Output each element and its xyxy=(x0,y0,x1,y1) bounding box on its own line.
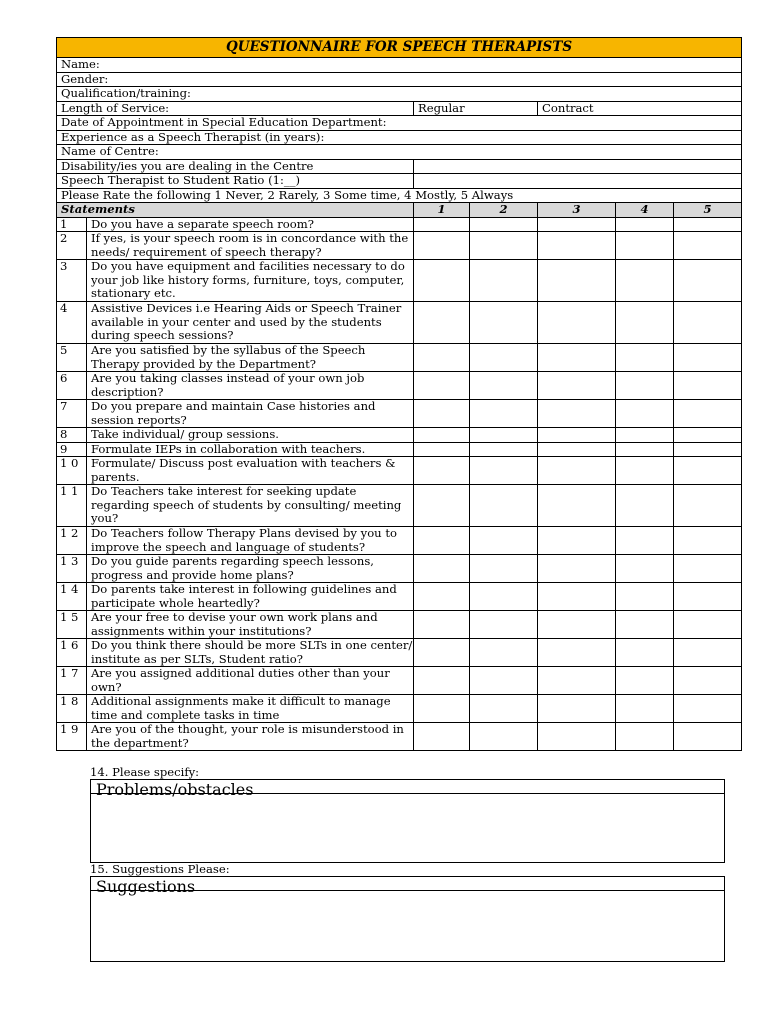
statement-text: Do parents take interest in following guidelines and participate whole heartedly? xyxy=(87,583,414,611)
centre-field[interactable]: Name of Centre: xyxy=(57,145,742,160)
rating-cell-1[interactable] xyxy=(414,344,470,372)
statement-row xyxy=(57,344,742,372)
rating-cell-5[interactable] xyxy=(674,442,742,457)
statement-row xyxy=(57,442,742,457)
statement-text: Additional assignments make it difficult to manage time and complete tasks in time xyxy=(87,695,414,723)
rating-cell-3[interactable] xyxy=(538,457,616,485)
statement-number: 7 xyxy=(57,400,87,428)
rating-cell-2[interactable] xyxy=(470,555,538,583)
rating-cell-3[interactable] xyxy=(538,667,616,695)
problems-textarea[interactable] xyxy=(90,794,725,863)
rating-cell-1[interactable] xyxy=(414,611,470,639)
problems-box-title: Problems/obstacles xyxy=(90,779,725,794)
rating-cell-3[interactable] xyxy=(538,344,616,372)
statement-text: Formulate/ Discuss post evaluation with teachers & parents. xyxy=(87,457,414,485)
statement-text: Do you guide parents regarding speech lessons, progress and provide home plans? xyxy=(87,555,414,583)
rating-cell-4[interactable] xyxy=(616,428,674,443)
statement-row xyxy=(57,583,742,611)
rating-cell-3[interactable] xyxy=(538,302,616,344)
statement-number: 6 xyxy=(57,372,87,400)
rating-cell-3[interactable] xyxy=(538,400,616,428)
statement-number: 9 xyxy=(57,442,87,457)
statement-number: 1 7 xyxy=(57,667,87,695)
rating-header-5: 5 xyxy=(674,203,742,218)
rating-instructions: Please Rate the following 1 Never, 2 Rarely, 3 Some time, 4 Mostly, 5 Always xyxy=(57,188,742,203)
rating-cell-2[interactable] xyxy=(470,372,538,400)
rating-cell-4[interactable] xyxy=(616,457,674,485)
experience-field[interactable]: Experience as a Speech Therapist (in years): xyxy=(57,130,742,145)
statement-number: 1 3 xyxy=(57,555,87,583)
rating-cell-3[interactable] xyxy=(538,583,616,611)
statement-row xyxy=(57,302,742,344)
statement-text: Are your free to devise your own work plans and assignments within your institutions? xyxy=(87,611,414,639)
statement-row xyxy=(57,428,742,443)
rating-cell-1[interactable] xyxy=(414,302,470,344)
rating-cell-3[interactable] xyxy=(538,428,616,443)
rating-cell-5[interactable] xyxy=(674,372,742,400)
rating-cell-2[interactable] xyxy=(470,583,538,611)
questionnaire-table xyxy=(56,37,742,751)
ratio-label: Speech Therapist to Student Ratio (1:__) xyxy=(57,174,414,189)
rating-cell-3[interactable] xyxy=(538,232,616,260)
rating-cell-4[interactable] xyxy=(616,344,674,372)
statement-number: 1 4 xyxy=(57,583,87,611)
rating-cell-4[interactable] xyxy=(616,555,674,583)
rating-cell-4[interactable] xyxy=(616,583,674,611)
suggestions-box[interactable] xyxy=(90,876,725,962)
statement-row xyxy=(57,555,742,583)
length-of-service-field[interactable]: Length of Service: xyxy=(57,101,414,116)
rating-cell-2[interactable] xyxy=(470,302,538,344)
statement-text: Are you taking classes instead of your own job description? xyxy=(87,372,414,400)
rating-cell-5[interactable] xyxy=(674,302,742,344)
questionnaire-sheet xyxy=(56,37,741,896)
regular-option[interactable]: Regular xyxy=(414,101,538,116)
rating-cell-1[interactable] xyxy=(414,695,470,723)
rating-cell-2[interactable] xyxy=(470,260,538,302)
statement-text: Do Teachers follow Therapy Plans devised by you to improve the speech and language of students? xyxy=(87,527,414,555)
statement-text: Do Teachers take interest for seeking update regarding speech of students by consulting/ meeting you? xyxy=(87,485,414,527)
rating-cell-4[interactable] xyxy=(616,400,674,428)
statement-number: 1 1 xyxy=(57,485,87,527)
rating-cell-1[interactable] xyxy=(414,583,470,611)
rating-cell-5[interactable] xyxy=(674,667,742,695)
rating-cell-4[interactable] xyxy=(616,302,674,344)
rating-cell-4[interactable] xyxy=(616,723,674,751)
statement-row xyxy=(57,639,742,667)
rating-cell-5[interactable] xyxy=(674,232,742,260)
rating-cell-1[interactable] xyxy=(414,639,470,667)
rating-cell-5[interactable] xyxy=(674,555,742,583)
section-15-label: 15. Suggestions Please: xyxy=(90,862,230,876)
rating-cell-2[interactable] xyxy=(470,232,538,260)
rating-cell-2[interactable] xyxy=(470,442,538,457)
rating-header-4: 4 xyxy=(616,203,674,218)
statement-row xyxy=(57,217,742,232)
rating-cell-4[interactable] xyxy=(616,217,674,232)
statement-row xyxy=(57,695,742,723)
rating-cell-5[interactable] xyxy=(674,639,742,667)
statement-row xyxy=(57,527,742,555)
rating-cell-3[interactable] xyxy=(538,555,616,583)
rating-cell-2[interactable] xyxy=(470,611,538,639)
name-field[interactable]: Name: xyxy=(57,58,742,73)
rating-cell-3[interactable] xyxy=(538,695,616,723)
statement-number: 1 9 xyxy=(57,723,87,751)
rating-cell-1[interactable] xyxy=(414,457,470,485)
suggestions-textarea[interactable] xyxy=(90,891,725,962)
statement-text: Assistive Devices i.e Hearing Aids or Speech Trainer available in your center and used by the students during speech sessions? xyxy=(87,302,414,344)
suggestions-box-title: Suggestions xyxy=(90,876,725,891)
statement-text: Are you assigned additional duties other than your own? xyxy=(87,667,414,695)
statement-text: Do you think there should be more SLTs in one center/ institute as per SLTs, Student ratio? xyxy=(87,639,414,667)
rating-cell-2[interactable] xyxy=(470,527,538,555)
statement-text: Are you of the thought, your role is misunderstood in the department? xyxy=(87,723,414,751)
rating-cell-4[interactable] xyxy=(616,667,674,695)
disability-label: Disability/ies you are dealing in the Centre xyxy=(57,159,414,174)
rating-cell-5[interactable] xyxy=(674,217,742,232)
rating-cell-1[interactable] xyxy=(414,485,470,527)
statement-number: 1 5 xyxy=(57,611,87,639)
rating-cell-3[interactable] xyxy=(538,372,616,400)
rating-cell-1[interactable] xyxy=(414,527,470,555)
rating-cell-1[interactable] xyxy=(414,442,470,457)
rating-cell-2[interactable] xyxy=(470,217,538,232)
rating-cell-5[interactable] xyxy=(674,583,742,611)
statement-row xyxy=(57,372,742,400)
rating-cell-5[interactable] xyxy=(674,260,742,302)
statement-number: 1 6 xyxy=(57,639,87,667)
statement-text: Do you prepare and maintain Case histories and session reports? xyxy=(87,400,414,428)
statement-text: Are you satisfied by the syllabus of the Speech Therapy provided by the Department? xyxy=(87,344,414,372)
rating-cell-5[interactable] xyxy=(674,527,742,555)
rating-cell-3[interactable] xyxy=(538,639,616,667)
rating-cell-3[interactable] xyxy=(538,442,616,457)
statement-text: If yes, is your speech room is in concordance with the needs/ requirement of speech therapy? xyxy=(87,232,414,260)
rating-cell-2[interactable] xyxy=(470,457,538,485)
rating-cell-1[interactable] xyxy=(414,372,470,400)
statement-row xyxy=(57,232,742,260)
rating-cell-1[interactable] xyxy=(414,723,470,751)
statement-number: 3 xyxy=(57,260,87,302)
rating-header-1: 1 xyxy=(414,203,470,218)
statement-row xyxy=(57,611,742,639)
rating-cell-1[interactable] xyxy=(414,232,470,260)
rating-cell-1[interactable] xyxy=(414,217,470,232)
rating-cell-4[interactable] xyxy=(616,442,674,457)
rating-cell-5[interactable] xyxy=(674,428,742,443)
rating-cell-5[interactable] xyxy=(674,400,742,428)
statement-row xyxy=(57,667,742,695)
rating-cell-2[interactable] xyxy=(470,667,538,695)
rating-cell-1[interactable] xyxy=(414,428,470,443)
section-14-label: 14. Please specify: xyxy=(90,765,200,779)
qualification-field[interactable]: Qualification/training: xyxy=(57,87,742,102)
statement-row xyxy=(57,400,742,428)
statement-text: Formulate IEPs in collaboration with teachers. xyxy=(87,442,414,457)
statement-text: Do you have a separate speech room? xyxy=(87,217,414,232)
ratio-input[interactable] xyxy=(414,174,742,189)
statement-number: 1 xyxy=(57,217,87,232)
statement-text: Do you have equipment and facilities necessary to do your job like history forms, furniture, toys, computer, stationary etc. xyxy=(87,260,414,302)
rating-cell-2[interactable] xyxy=(470,400,538,428)
rating-cell-3[interactable] xyxy=(538,527,616,555)
statement-number: 2 xyxy=(57,232,87,260)
rating-cell-3[interactable] xyxy=(538,485,616,527)
rating-cell-4[interactable] xyxy=(616,527,674,555)
rating-cell-1[interactable] xyxy=(414,667,470,695)
statement-row xyxy=(57,457,742,485)
rating-cell-4[interactable] xyxy=(616,372,674,400)
rating-cell-1[interactable] xyxy=(414,555,470,583)
statement-number: 1 2 xyxy=(57,527,87,555)
rating-cell-2[interactable] xyxy=(470,344,538,372)
rating-header-2: 2 xyxy=(470,203,538,218)
statement-row xyxy=(57,723,742,751)
rating-cell-3[interactable] xyxy=(538,260,616,302)
rating-cell-2[interactable] xyxy=(470,485,538,527)
rating-cell-4[interactable] xyxy=(616,485,674,527)
statement-number: 8 xyxy=(57,428,87,443)
statement-row xyxy=(57,260,742,302)
rating-cell-2[interactable] xyxy=(470,723,538,751)
statement-number: 4 xyxy=(57,302,87,344)
rating-cell-4[interactable] xyxy=(616,695,674,723)
page-title: QUESTIONNAIRE FOR SPEECH THERAPISTS xyxy=(57,38,742,58)
statement-number: 1 8 xyxy=(57,695,87,723)
rating-cell-5[interactable] xyxy=(674,457,742,485)
rating-cell-4[interactable] xyxy=(616,260,674,302)
contract-option[interactable]: Contract xyxy=(538,101,742,116)
statement-number: 1 0 xyxy=(57,457,87,485)
rating-cell-2[interactable] xyxy=(470,428,538,443)
rating-cell-4[interactable] xyxy=(616,232,674,260)
rating-cell-3[interactable] xyxy=(538,217,616,232)
statement-text: Take individual/ group sessions. xyxy=(87,428,414,443)
rating-cell-4[interactable] xyxy=(616,611,674,639)
gender-field[interactable]: Gender: xyxy=(57,72,742,87)
rating-cell-5[interactable] xyxy=(674,695,742,723)
rating-cell-1[interactable] xyxy=(414,400,470,428)
statements-header: Statements xyxy=(57,203,414,218)
disability-input[interactable] xyxy=(414,159,742,174)
rating-cell-3[interactable] xyxy=(538,611,616,639)
rating-cell-2[interactable] xyxy=(470,695,538,723)
date-of-appointment-field[interactable]: Date of Appointment in Special Education Department: xyxy=(57,116,742,131)
rating-cell-4[interactable] xyxy=(616,639,674,667)
problems-box[interactable] xyxy=(90,779,725,863)
rating-cell-5[interactable] xyxy=(674,723,742,751)
rating-cell-5[interactable] xyxy=(674,611,742,639)
rating-cell-2[interactable] xyxy=(470,639,538,667)
rating-cell-5[interactable] xyxy=(674,485,742,527)
rating-cell-3[interactable] xyxy=(538,723,616,751)
rating-cell-1[interactable] xyxy=(414,260,470,302)
rating-header-3: 3 xyxy=(538,203,616,218)
statement-number: 5 xyxy=(57,344,87,372)
rating-cell-5[interactable] xyxy=(674,344,742,372)
statement-row xyxy=(57,485,742,527)
